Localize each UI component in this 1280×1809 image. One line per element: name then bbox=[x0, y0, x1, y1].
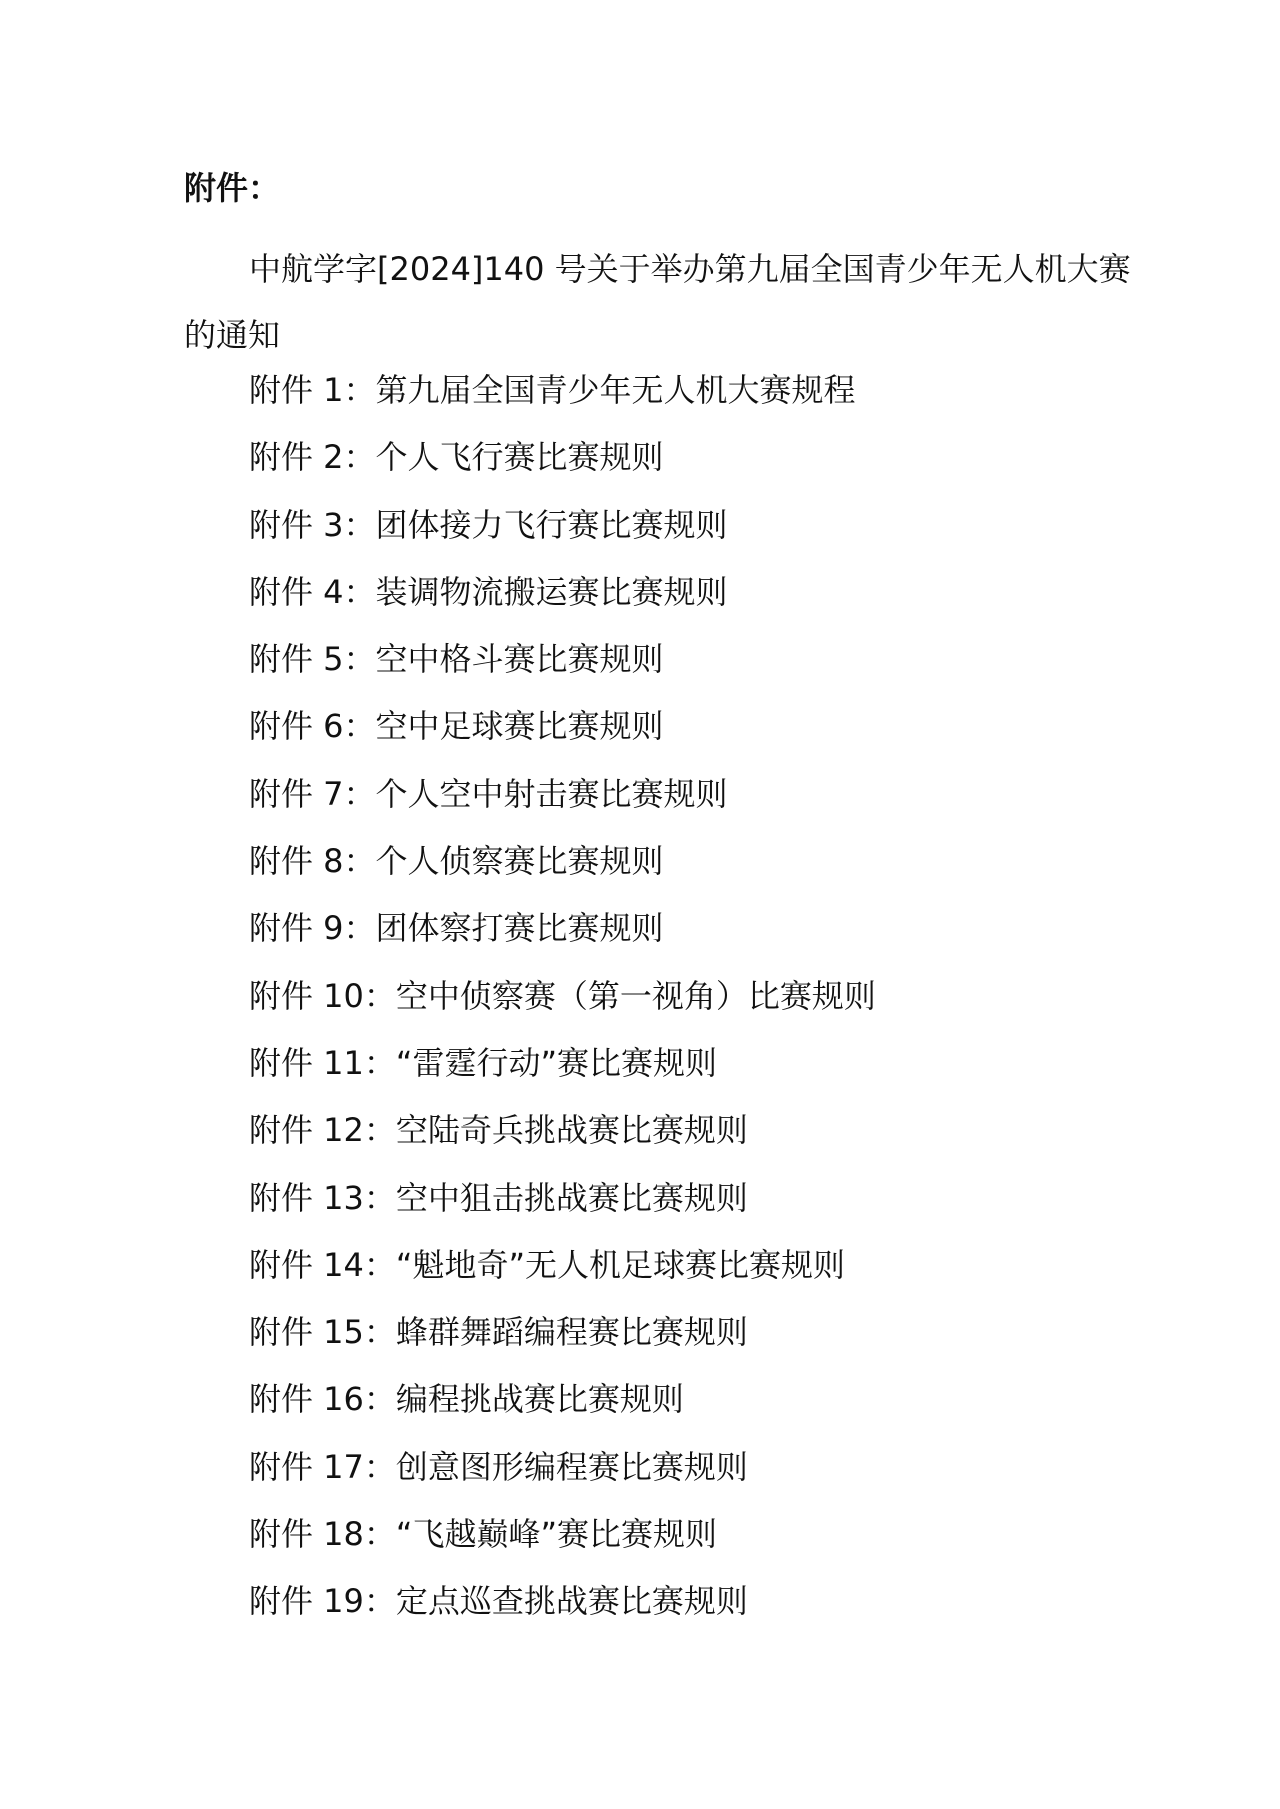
attachment-item: 附件 17：创意图形编程赛比赛规则 bbox=[249, 1447, 748, 1486]
attachment-item: 附件 7：个人空中射击赛比赛规则 bbox=[249, 774, 728, 813]
attachment-item: 附件 6：空中足球赛比赛规则 bbox=[249, 707, 664, 746]
attachment-item: 附件 8：个人侦察赛比赛规则 bbox=[249, 842, 664, 881]
attachment-item: 附件 18：“飞越巅峰”赛比赛规则 bbox=[249, 1515, 718, 1554]
attachment-item: 附件 13：空中狙击挑战赛比赛规则 bbox=[249, 1178, 748, 1217]
attachment-item: 附件 4：装调物流搬运赛比赛规则 bbox=[249, 572, 728, 611]
attachment-item: 附件 11：“雷霆行动”赛比赛规则 bbox=[249, 1043, 718, 1082]
attachment-item: 附件 16：编程挑战赛比赛规则 bbox=[249, 1380, 684, 1419]
attachments-heading: 附件： bbox=[184, 169, 281, 207]
notice-title: 中航学字[2024]140 号关于举办第九届全国青少年无人机大赛的通知 bbox=[184, 250, 1131, 354]
attachment-list bbox=[249, 370, 876, 1649]
attachment-item: 附件 5：空中格斗赛比赛规则 bbox=[249, 640, 664, 679]
attachment-item: 附件 9：团体察打赛比赛规则 bbox=[249, 909, 664, 948]
attachment-item: 附件 19：定点巡查挑战赛比赛规则 bbox=[249, 1582, 748, 1621]
attachment-item: 附件 12：空陆奇兵挑战赛比赛规则 bbox=[249, 1111, 748, 1150]
attachment-item: 附件 14：“魁地奇”无人机足球赛比赛规则 bbox=[249, 1245, 846, 1284]
attachment-item: 附件 2：个人飞行赛比赛规则 bbox=[249, 438, 664, 477]
attachment-item: 附件 3：团体接力飞行赛比赛规则 bbox=[249, 505, 728, 544]
attachment-item: 附件 15：蜂群舞蹈编程赛比赛规则 bbox=[249, 1313, 748, 1352]
attachment-item: 附件 1：第九届全国青少年无人机大赛规程 bbox=[249, 371, 856, 409]
attachment-item: 附件 10：空中侦察赛（第一视角）比赛规则 bbox=[249, 976, 876, 1015]
